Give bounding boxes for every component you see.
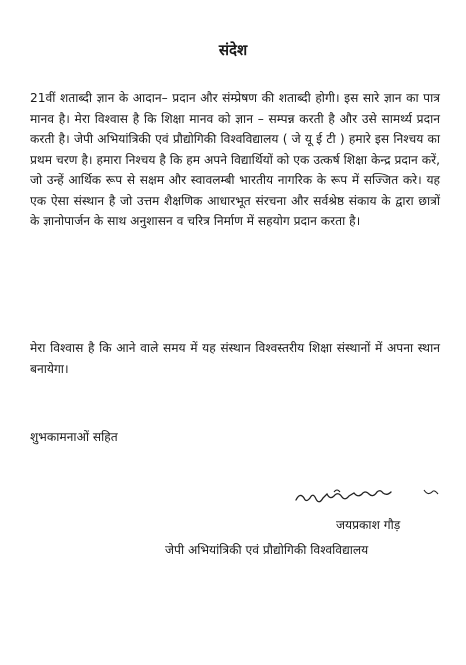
message-paragraph-1: 21वीं शताब्दी ज्ञान के आदान– प्रदान और संम्प्रेषण की शताब्दी होगी। इस सारे ज्ञान का पात्र मानव है। मेरा विश्वास है कि शिक्षा मानव को ज्ञान – सम्पन्न करती है और उसे सामर्थ्य प्रदान करती है। जेपी अभियांत्रिकी एवं प्रौद्योगिकी विश्वविद्यालय ( जे यू ई टी ) हमारे इस निश्चय का प्रथम चरण है। हमारा निश्चय है कि हम अपने विद्यार्थियों को एक उत्कर्ष शिक्षा केन्द्र प्रदान करें, जो उन्हें आर्थिक रूप से सक्षम और स्वावलम्बी भारतीय नागरिक के रूप में सज्जित करे। यह एक ऐसा संस्थान है जो उत्तम शैक्षणिक आधारभूत संरचना और सर्वश्रेष्ठ संकाय के द्वारा छात्रों के ज्ञानोपार्जन के साथ अनुशासन व चरित्र निर्माण में सहयोग प्रदान करता है। [30, 91, 440, 228]
greeting-text: शुभकामनाओं सहित [30, 430, 118, 444]
handwritten-signature [294, 486, 444, 510]
message-paragraph-2: मेरा विश्वास है कि आने वाले समय में यह संस्थान विश्वस्तरीय शिक्षा संस्थानों में अपना स्थान बनायेगा। [30, 341, 440, 376]
signatory-organization: जेपी अभियांत्रिकी एवं प्रौद्योगिकी विश्वविद्यालय [165, 543, 369, 557]
page-title: संदेश [218, 41, 248, 59]
signatory-name: जयप्रकाश गौड़ [336, 518, 401, 532]
